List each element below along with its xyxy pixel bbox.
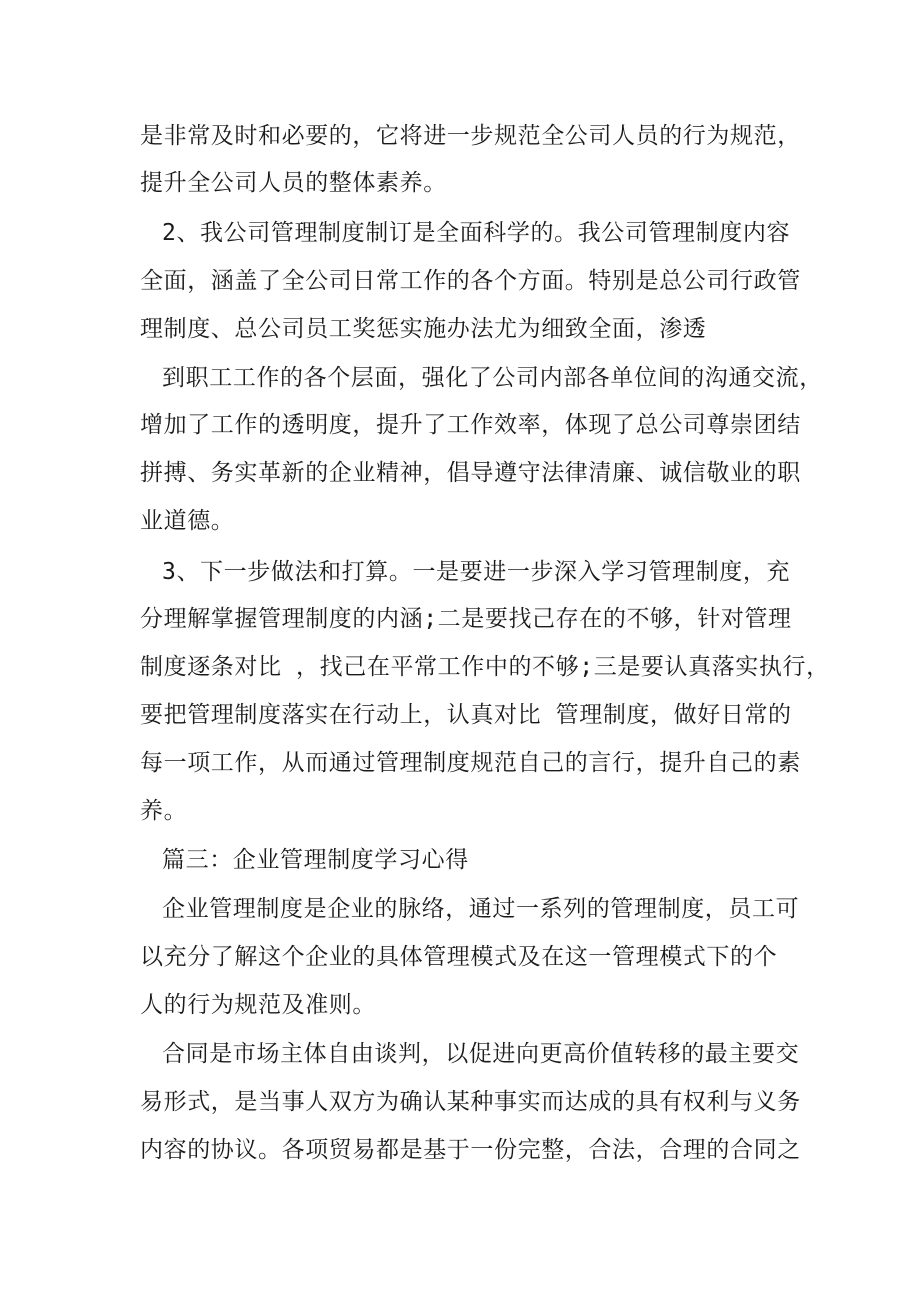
paragraph-start: 合同是市场主体自由谈判，以促进向更高价值转移的最主要交 <box>162 1041 800 1067</box>
text-line: 制度逐条对比 ，找己在平常工作中的不够;三是要认真落实执行， <box>140 654 830 680</box>
text-line: 拼搏、务实革新的企业精神，倡导遵守法律清廉、诚信敬业的职 <box>140 460 801 486</box>
text-line: 到职工工作的各个层面，强化了公司内部各单位间的沟通交流， <box>162 365 823 391</box>
text-line: 增加了工作的透明度，提升了工作效率，体现了总公司尊崇团结 <box>140 412 801 438</box>
paragraph-2-start: 2、我公司管理制度制订是全面科学的。我公司管理制度内容 <box>162 220 791 246</box>
text-line: 是非常及时和必要的，它将进一步规范全公司人员的行为规范， <box>140 123 801 149</box>
text-line: 分理解掌握管理制度的内涵;二是要找己存在的不够，针对管理 <box>140 606 792 632</box>
text-line: 以充分了解这个企业的具体管理模式及在这一管理模式下的个 <box>140 944 778 970</box>
text-line: 理制度、总公司员工奖惩实施办法尤为细致全面，渗透 <box>140 316 707 342</box>
text-line: 全面，涵盖了全公司日常工作的各个方面。特别是总公司行政管 <box>140 268 801 294</box>
text-line: 业道德。 <box>140 508 235 534</box>
section-heading: 篇三：企业管理制度学习心得 <box>162 847 469 873</box>
text-line: 内容的协议。各项贸易都是基于一份完整，合法，合理的合同之 <box>140 1137 801 1163</box>
paragraph-3-start: 3、下一步做法和打算。一是要进一步深入学习管理制度，充 <box>162 559 791 585</box>
text-line: 要把管理制度落实在行动上，认真对比 管理制度，做好日常的 <box>140 702 792 728</box>
text-line: 每一项工作，从而通过管理制度规范自己的言行，提升自己的素 <box>140 750 801 776</box>
text-line: 易形式，是当事人双方为确认某种事实而达成的具有权利与义务 <box>140 1089 801 1115</box>
text-line: 人的行为规范及准则。 <box>140 992 376 1018</box>
paragraph-start: 企业管理制度是企业的脉络，通过一系列的管理制度，员工可 <box>162 896 800 922</box>
text-line: 提升全公司人员的整体素养。 <box>140 170 447 196</box>
text-line: 养。 <box>140 798 188 824</box>
